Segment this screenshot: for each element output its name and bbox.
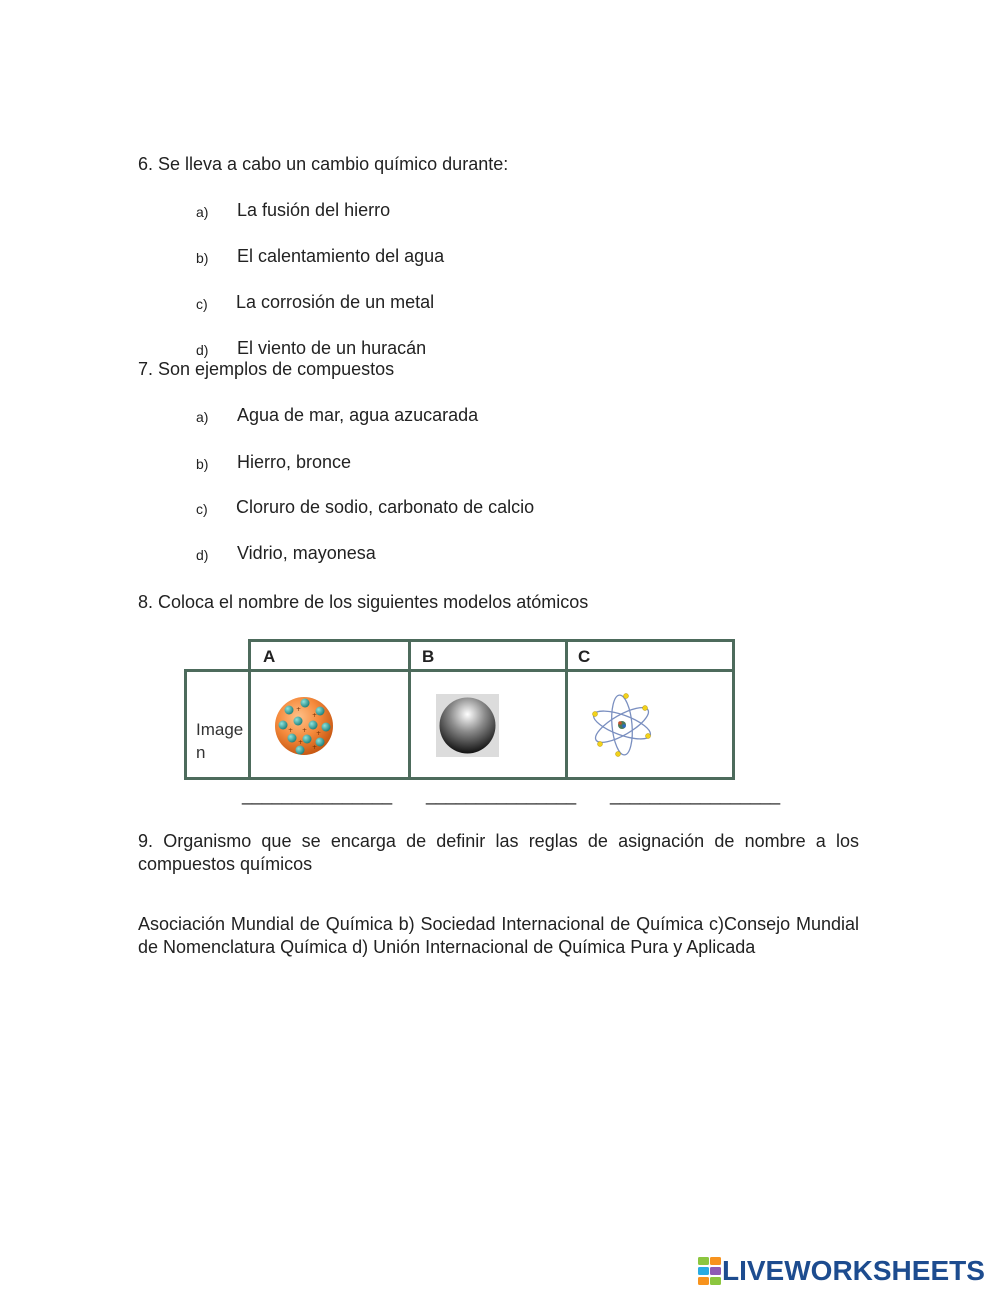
q6-option-c-letter: c) bbox=[196, 296, 208, 312]
svg-text:+: + bbox=[288, 727, 294, 734]
q6-option-a-letter: a) bbox=[196, 204, 209, 220]
header-a: A bbox=[263, 647, 276, 666]
header-b: B bbox=[422, 647, 435, 666]
svg-text:+: + bbox=[298, 739, 304, 746]
question-9: 9. Organismo que se encarga de definir las reglas de asignación de nombre a los compuestos químicos bbox=[138, 831, 859, 874]
q7-option-d-letter: d) bbox=[196, 547, 209, 563]
svg-text:+: + bbox=[302, 727, 308, 734]
plum-pudding-model-icon bbox=[272, 694, 336, 758]
logo-text: LIVEWORKSHEETS bbox=[722, 1255, 985, 1286]
table-border-top bbox=[248, 639, 735, 642]
table-border-col1 bbox=[248, 639, 251, 780]
q7-option-b-letter: b) bbox=[196, 456, 209, 472]
q6-option-d-letter: d) bbox=[196, 342, 209, 358]
row-label-line2: n bbox=[196, 743, 206, 762]
q7-option-c[interactable]: Cloruro de sodio, carbonato de calcio bbox=[236, 497, 535, 517]
table-border-bottom bbox=[184, 777, 735, 780]
logo-blocks-icon bbox=[698, 1257, 722, 1285]
answer-blank-c[interactable]: _________________ bbox=[610, 785, 781, 805]
svg-text:+: + bbox=[316, 730, 322, 737]
liveworksheets-logo bbox=[698, 1255, 985, 1287]
q9-options[interactable]: Asociación Mundial de Química b) Sociedad Internacional de Química c)Consejo Mundial de Nomenclatura Química d) Unión Internacional de Química Pura y Aplicada bbox=[138, 914, 859, 957]
answer-blank-b[interactable]: _______________ bbox=[426, 785, 577, 805]
q6-option-b-letter: b) bbox=[196, 250, 209, 266]
table-border-col2 bbox=[408, 639, 411, 780]
question-7: 7. Son ejemplos de compuestos bbox=[138, 359, 395, 379]
answer-blank-a[interactable]: _______________ bbox=[242, 785, 393, 805]
question-6: 6. Se lleva a cabo un cambio químico durante: bbox=[138, 154, 509, 174]
table-border-col3 bbox=[565, 639, 568, 780]
solid-sphere-model-icon bbox=[436, 694, 499, 757]
q6-option-a[interactable]: La fusión del hierro bbox=[237, 200, 391, 220]
table-border-left bbox=[184, 669, 187, 780]
svg-text:+: + bbox=[312, 744, 318, 751]
orbital-model-icon bbox=[588, 692, 656, 758]
q7-option-a[interactable]: Agua de mar, agua azucarada bbox=[237, 405, 479, 425]
question-8: 8. Coloca el nombre de los siguientes modelos atómicos bbox=[138, 592, 589, 612]
table-border-right bbox=[732, 639, 735, 780]
svg-text:+: + bbox=[312, 712, 318, 719]
q7-option-b[interactable]: Hierro, bronce bbox=[237, 452, 352, 472]
q6-option-b[interactable]: El calentamiento del agua bbox=[237, 246, 445, 266]
svg-text:+: + bbox=[296, 706, 302, 713]
q6-option-c[interactable]: La corrosión de un metal bbox=[236, 292, 435, 312]
q7-option-d[interactable]: Vidrio, mayonesa bbox=[237, 543, 376, 563]
table-border-mid bbox=[184, 669, 735, 672]
q7-option-c-letter: c) bbox=[196, 501, 208, 517]
q6-option-d[interactable]: El viento de un huracán bbox=[237, 338, 427, 358]
row-label-line1: Image bbox=[196, 720, 244, 739]
header-c: C bbox=[578, 647, 591, 666]
q7-option-a-letter: a) bbox=[196, 409, 209, 425]
